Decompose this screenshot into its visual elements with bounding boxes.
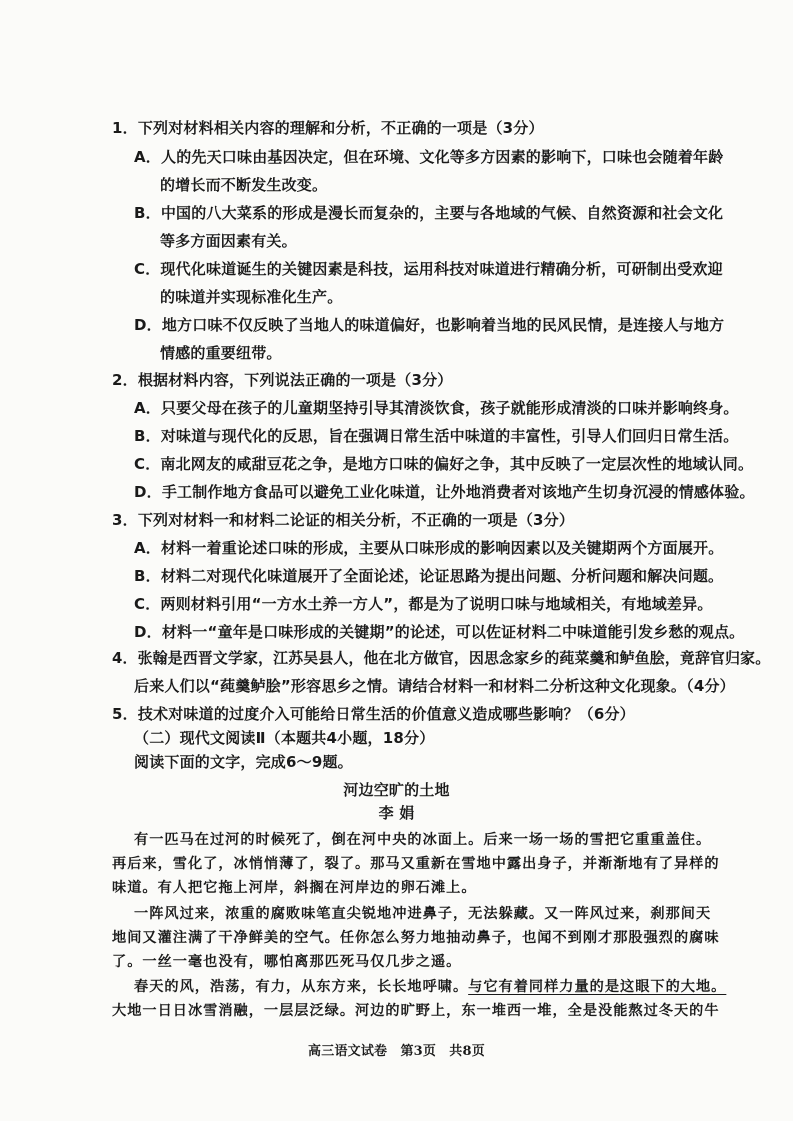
article-author: 李 娟: [378, 804, 415, 822]
article-paragraph-1-line-3: 味道。有人把它拖上河岸，斜搁在河岸边的卵石滩上。: [112, 880, 477, 896]
article-underlined-sentence: 与它有着同样力量的是这眼下的大地。: [468, 979, 727, 995]
article-paragraph-3-line-2: 大地一日日冰雪消融，一层层泛绿。河边的旷野上，东一堆西一堆，全是没能熬过冬天的牛: [112, 1003, 720, 1019]
section-title: （二）现代文阅读Ⅱ（本题共4小题，18分）: [134, 729, 435, 747]
question-2-option-c: C．南北网友的咸甜豆花之争，是地方口味的偏好之争，其中反映了一定层次性的地域认同。: [134, 455, 754, 473]
question-1-option-b: B．中国的八大菜系的形成是漫长而复杂的，主要与各地域的气候、自然资源和社会文化: [134, 204, 724, 222]
article-paragraph-3-line-1: [134, 977, 726, 997]
question-4-line-2: 后来人们以“莼羹鲈脍”形容思乡之情。请结合材料一和材料二分析这种文化现象。（4分）: [134, 677, 735, 695]
question-1-option-d: D．地方口味不仅反映了当地人的味道偏好，也影响着当地的民风民情，是连接人与地方: [134, 316, 725, 334]
article-paragraph-2-line-2: 地间又灌注满了干净鲜美的空气。任你怎么努力地抽动鼻子，也闻不到刚才那股强烈的腐味: [112, 930, 720, 946]
question-2-option-b: B．对味道与现代化的反思，旨在强调日常生活中味道的丰富性，引导人们回归日常生活。: [134, 427, 739, 445]
section-instruction: 阅读下面的文字，完成6～9题。: [134, 753, 353, 771]
question-2-option-d: D．手工制作地方食品可以避免工业化味道，让外地消费者对该地产生切身沉浸的情感体验。: [134, 483, 755, 501]
page-footer: 高三语文试卷 第3页 共8页: [308, 1044, 485, 1059]
question-1-option-b-cont: 等多方面因素有关。: [160, 232, 297, 250]
article-paragraph-1-line-2: 再后来，雪化了，冰悄悄薄了，裂了。那马又重新在雪地中露出身子，并渐渐地有了异样的: [112, 856, 720, 872]
article-paragraph-2-line-1: 一阵风过来，浓重的腐败味笔直尖锐地冲进鼻子，无法躲藏。又一阵风过来，刹那间天: [134, 906, 712, 922]
question-3-option-c: C．两则材料引用“一方水土养一方人”，都是为了说明口味与地域相关，有地域差异。: [134, 595, 713, 613]
question-3-option-b: B．材料二对现代化味道展开了全面论述，论证思路为提出问题、分析问题和解决问题。: [134, 567, 724, 585]
question-5-line-1: 5．技术对味道的过度介入可能给日常生活的价值意义造成哪些影响？（6分）: [112, 705, 635, 723]
article-paragraph-3-line-1-plain: 春天的风，浩荡，有力，从东方来，长长地呼啸。: [134, 979, 469, 995]
question-2-stem: 2．根据材料内容，下列说法正确的一项是（3分）: [112, 371, 453, 389]
question-2-option-a: A．只要父母在孩子的儿童期坚持引导其清淡饮食，孩子就能形成清淡的口味并影响终身。: [134, 399, 739, 417]
article-paragraph-1-line-1: 有一匹马在过河的时候死了，倒在河中央的冰面上。后来一场一场的雪把它重重盖住。: [134, 832, 712, 848]
question-1-option-a: A．人的先天口味由基因决定，但在环境、文化等多方因素的影响下，口味也会随着年龄: [134, 148, 724, 166]
article-paragraph-2-line-3: 了。一丝一毫也没有，哪怕离那匹死马仅几步之遥。: [112, 954, 462, 970]
question-3-option-d: D．材料一“童年是口味形成的关键期”的论述，可以佐证材料二中味道能引发乡愁的观点。: [134, 623, 745, 641]
question-4-line-1: 4．张翰是西晋文学家，江苏吴县人，他在北方做官，因思念家乡的莼菜羹和鲈鱼脍，竟辞官归家。: [112, 649, 771, 667]
question-1-stem: 1．下列对材料相关内容的理解和分析，不正确的一项是（3分）: [112, 119, 544, 137]
question-3-stem: 3．下列对材料一和材料二论证的相关分析，不正确的一项是（3分）: [112, 511, 575, 529]
article-title: 河边空旷的土地: [343, 781, 450, 799]
question-3-option-a: A．材料一着重论述口味的形成，主要从口味形成的影响因素以及关键期两个方面展开。: [134, 539, 724, 557]
question-1-option-c-cont: 的味道并实现标准化生产。: [160, 288, 343, 306]
question-1-option-a-cont: 的增长而不断发生改变。: [160, 176, 328, 194]
question-1-option-d-cont: 情感的重要纽带。: [160, 344, 282, 362]
question-1-option-c: C．现代化味道诞生的关键因素是科技，运用科技对味道进行精确分析，可研制出受欢迎: [134, 260, 723, 278]
